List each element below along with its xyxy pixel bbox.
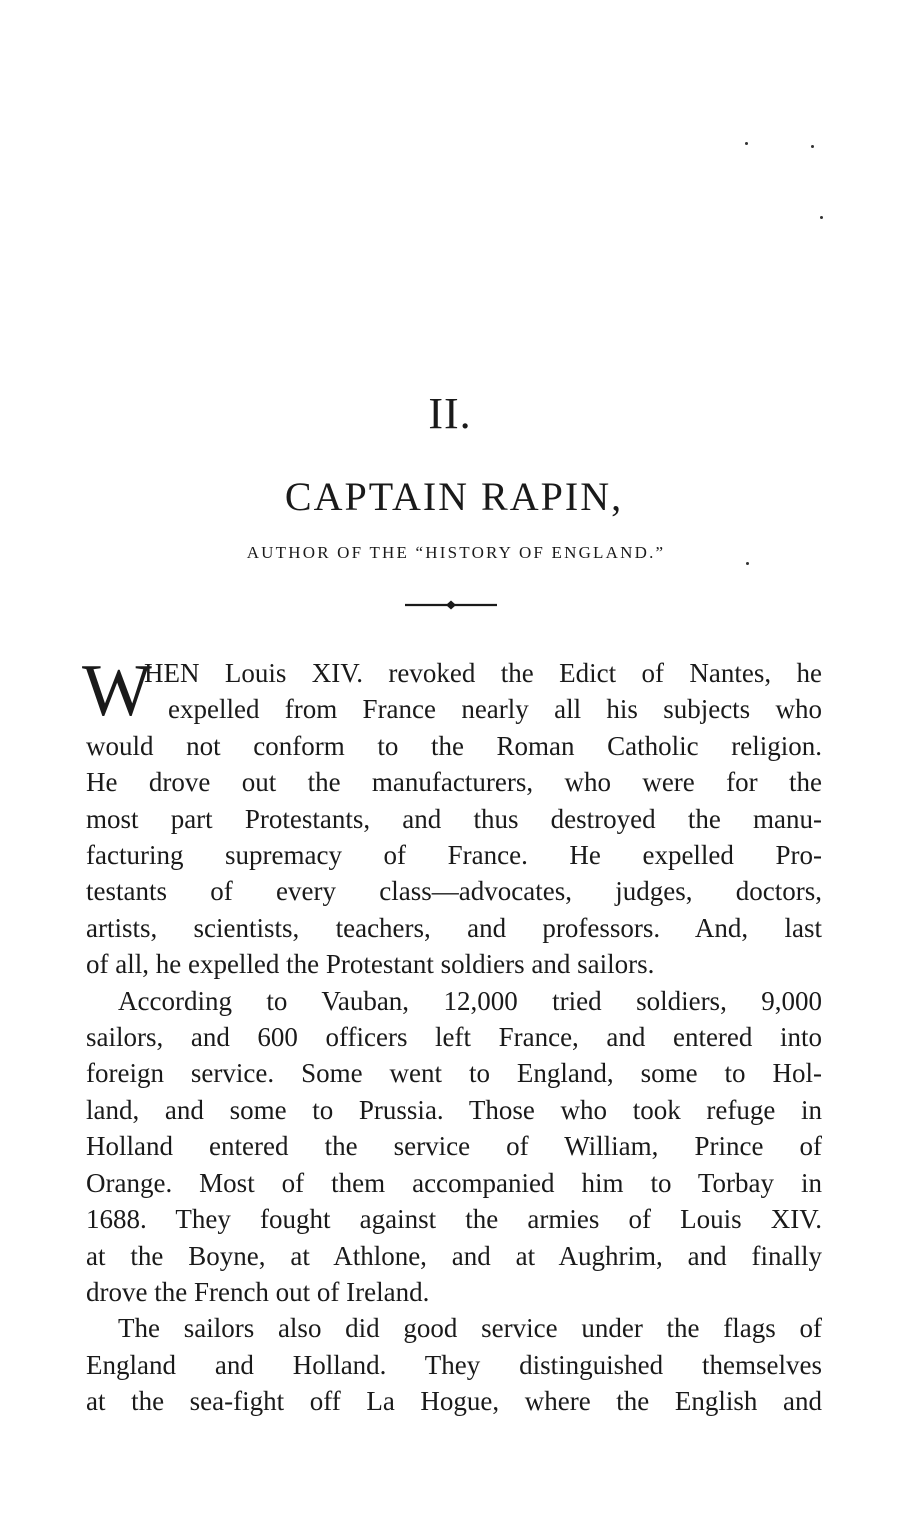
text-line: According to Vauban, 12,000 tried soldiers, 9,000 [118,985,822,1016]
print-speck [820,216,823,219]
text-line: Orange. Most of them accompanied him to Torbay in [86,1167,822,1198]
text-line: facturing supremacy of France. He expelled Pro- [86,840,822,871]
chapter-subtitle: AUTHOR OF THE “HISTORY OF ENGLAND.” [246,543,666,562]
text-line: drove the French out of Ireland. [86,1276,430,1307]
text-line: would not conform to the Roman Catholic religion. [86,730,822,761]
text-line: foreign service. Some went to England, some to Hol- [86,1058,822,1089]
text-line: Holland entered the service of William, Prince of [86,1131,822,1162]
text-line: He drove out the manufacturers, who were for the [86,767,822,798]
text-line: testants of every class—advocates, judges, doctors, [86,876,822,907]
text-line: of all, he expelled the Protestant soldiers and sailors. [86,949,655,980]
text-line: artists, scientists, teachers, and professors. And, last [86,912,822,943]
print-speck [811,145,814,148]
text-line: HEN Louis XIV. revoked the Edict of Nantes, he [144,658,822,688]
chapter-title: CAPTAIN RAPIN, [284,474,624,519]
text-line: England and Holland. They distinguished themselves [86,1349,822,1380]
text-line: land, and some to Prussia. Those who took refuge in [86,1094,822,1125]
text-line: at the Boyne, at Athlone, and at Aughrim, and finally [86,1240,822,1271]
text-line: most part Protestants, and thus destroyed the manu- [86,803,822,834]
ornament-rule [405,598,497,612]
drop-cap: W [82,650,152,732]
text-line: The sailors also did good service under the flags of [118,1313,822,1344]
print-speck [745,142,748,145]
chapter-number: II. [428,389,472,438]
text-line: expelled from France nearly all his subjects who [168,694,822,725]
text-line: 1688. They fought against the armies of Louis XIV. [86,1204,822,1235]
text-line: at the sea-fight off La Hogue, where the English and [86,1386,822,1417]
body-text [82,650,822,1420]
text-line: sailors, and 600 officers left France, and entered into [86,1022,822,1053]
